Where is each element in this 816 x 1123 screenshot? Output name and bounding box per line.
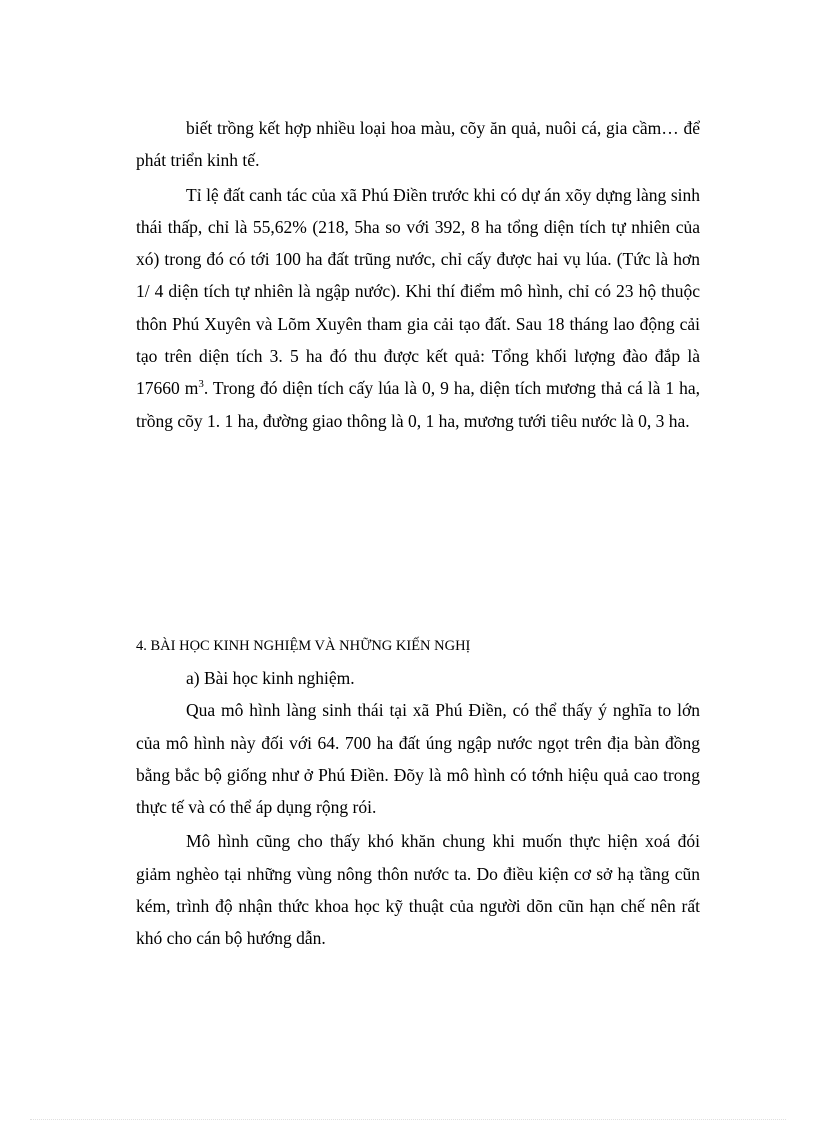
paragraph-land-ratio bbox=[136, 179, 700, 437]
text-block-top bbox=[136, 112, 700, 437]
paragraph-continuation: biết trồng kết hợp nhiều loại hoa màu, cõy ăn quả, nuôi cá, gia cầm… để phát triển kinh tế. bbox=[136, 118, 700, 171]
text-block-lessons bbox=[136, 630, 700, 955]
page-bottom-rule bbox=[30, 1119, 786, 1120]
paragraph-model-significance: Qua mô hình làng sinh thái tại xã Phú Điền, có thể thấy ý nghĩa to lớn của mô hình này đối với 64. 700 ha đất úng ngập nước ngọt trên địa bàn đồng bằng bắc bộ giống như ở Phú Điền. Đõy là mô hình có tớnh hiệu quả cao trong thực tế và có thể áp dụng rộng rói. bbox=[136, 700, 700, 818]
sub-heading: a) Bài học kinh nghiệm. bbox=[186, 668, 355, 688]
paragraph-land-ratio-text: Tỉ lệ đất canh tác của xã Phú Điền trước khi có dự án xõy dựng làng sinh thái thấp, chỉ là 55,62% (218, 5ha so với 392, 8 ha tổng diện tích tự nhiên của xó) trong đó có tới 100 ha đất trũng nước, chỉ cấy được hai vụ lúa. (Tức là hơn 1/ 4 diện tích tự nhiên là ngập nước). Khi thí điểm mô hình, chỉ có 23 hộ thuộc thôn Phú Xuyên và Lõm Xuyên tham gia cải tạo đất. Sau 18 tháng lao động cải tạo trên diện tích 3. 5 ha đó thu được kết quả: Tổng khối lượng đào đắp là 17660 m bbox=[136, 184, 700, 399]
cubic-superscript: 3 bbox=[198, 378, 204, 391]
paragraph-difficulties: Mô hình cũng cho thấy khó khăn chung khi muốn thực hiện xoá đói giảm nghèo tại những vùng nông thôn nước ta. Do điều kiện cơ sở hạ tầng cũn kém, trình độ nhận thức khoa học kỹ thuật của người dõn cũn hạn chế nên rất khó cho cán bộ hướng dẫn. bbox=[136, 831, 700, 949]
section-heading: 4. BÀI HỌC KINH NGHIỆM VÀ NHỮNG KIẾN NGHỊ bbox=[136, 638, 471, 654]
paragraph-land-ratio-tail: . Trong đó diện tích cấy lúa là 0, 9 ha, diện tích mương thả cá là 1 ha, trồng cõy 1. 1 ha, đường giao thông là 0, 1 ha, mương tưới tiêu nước là 0, 3 ha. bbox=[136, 378, 700, 431]
